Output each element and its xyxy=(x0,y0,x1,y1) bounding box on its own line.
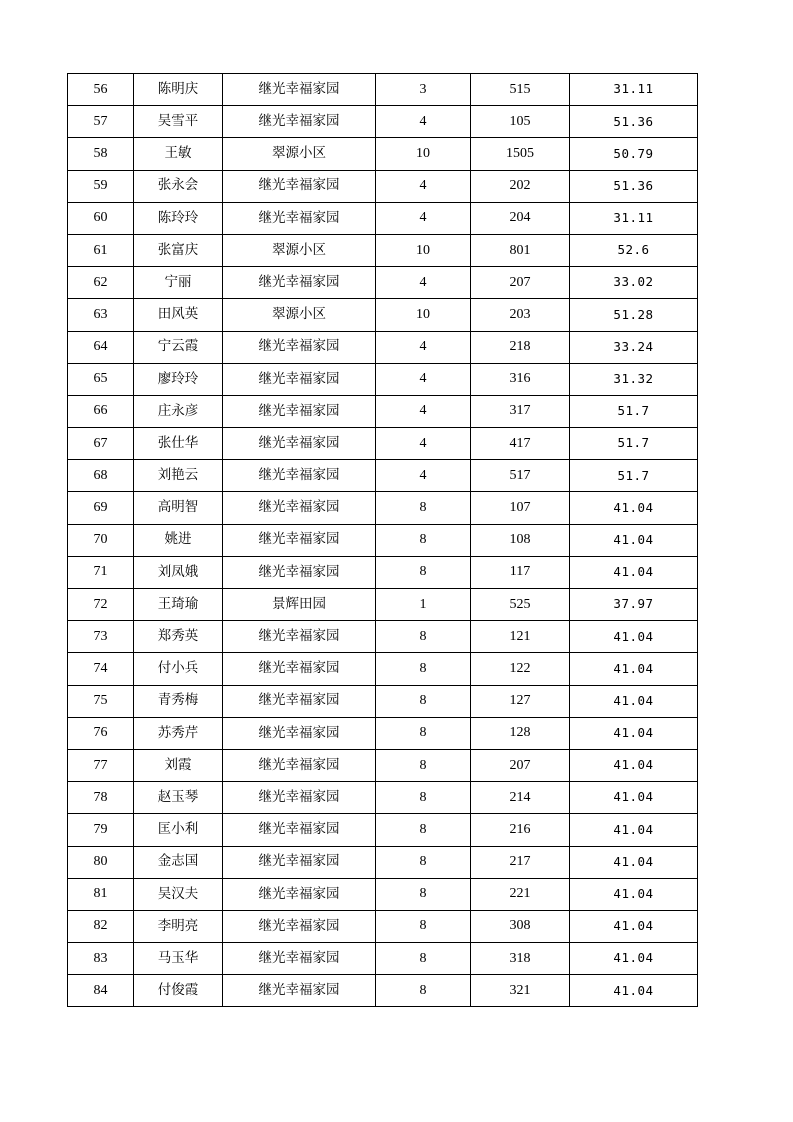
table-row xyxy=(68,589,698,621)
resident-name-cell: 马玉华 xyxy=(134,943,223,975)
community-name-cell: 翠源小区 xyxy=(223,299,376,331)
community-name-cell: 继光幸福家园 xyxy=(223,878,376,910)
floor-area-cell: 41.04 xyxy=(570,910,698,942)
document-page xyxy=(67,73,697,1007)
building-number-cell: 8 xyxy=(376,653,471,685)
community-name-cell: 继光幸福家园 xyxy=(223,621,376,653)
community-name-cell: 继光幸福家园 xyxy=(223,460,376,492)
resident-name-cell: 吴雪平 xyxy=(134,106,223,138)
building-number-cell: 4 xyxy=(376,395,471,427)
building-number-cell: 8 xyxy=(376,975,471,1007)
row-number-cell: 84 xyxy=(68,975,134,1007)
building-number-cell: 8 xyxy=(376,910,471,942)
resident-name-cell: 张永会 xyxy=(134,170,223,202)
community-name-cell: 继光幸福家园 xyxy=(223,943,376,975)
resident-name-cell: 刘艳云 xyxy=(134,460,223,492)
floor-area-cell: 51.7 xyxy=(570,395,698,427)
room-number-cell: 517 xyxy=(471,460,570,492)
table-row xyxy=(68,331,698,363)
room-number-cell: 318 xyxy=(471,943,570,975)
row-number-cell: 61 xyxy=(68,234,134,266)
resident-name-cell: 张仕华 xyxy=(134,428,223,460)
row-number-cell: 56 xyxy=(68,74,134,106)
community-name-cell: 继光幸福家园 xyxy=(223,106,376,138)
building-number-cell: 4 xyxy=(376,267,471,299)
resident-name-cell: 高明智 xyxy=(134,492,223,524)
room-number-cell: 214 xyxy=(471,782,570,814)
row-number-cell: 78 xyxy=(68,782,134,814)
table-body xyxy=(68,74,698,1007)
table-row xyxy=(68,267,698,299)
community-name-cell: 继光幸福家园 xyxy=(223,556,376,588)
row-number-cell: 76 xyxy=(68,717,134,749)
building-number-cell: 8 xyxy=(376,524,471,556)
row-number-cell: 62 xyxy=(68,267,134,299)
table-row xyxy=(68,138,698,170)
floor-area-cell: 51.36 xyxy=(570,170,698,202)
building-number-cell: 4 xyxy=(376,106,471,138)
room-number-cell: 122 xyxy=(471,653,570,685)
resident-name-cell: 刘霞 xyxy=(134,749,223,781)
community-name-cell: 景辉田园 xyxy=(223,589,376,621)
resident-name-cell: 陈明庆 xyxy=(134,74,223,106)
floor-area-cell: 51.28 xyxy=(570,299,698,331)
row-number-cell: 69 xyxy=(68,492,134,524)
floor-area-cell: 31.11 xyxy=(570,74,698,106)
building-number-cell: 4 xyxy=(376,331,471,363)
community-name-cell: 继光幸福家园 xyxy=(223,74,376,106)
building-number-cell: 8 xyxy=(376,492,471,524)
table-row xyxy=(68,234,698,266)
table-row xyxy=(68,299,698,331)
row-number-cell: 72 xyxy=(68,589,134,621)
resident-name-cell: 刘凤娥 xyxy=(134,556,223,588)
housing-allocation-table xyxy=(67,73,698,1007)
building-number-cell: 8 xyxy=(376,556,471,588)
floor-area-cell: 51.7 xyxy=(570,460,698,492)
room-number-cell: 321 xyxy=(471,975,570,1007)
community-name-cell: 继光幸福家园 xyxy=(223,749,376,781)
table-row xyxy=(68,428,698,460)
row-number-cell: 65 xyxy=(68,363,134,395)
building-number-cell: 8 xyxy=(376,621,471,653)
building-number-cell: 8 xyxy=(376,943,471,975)
room-number-cell: 1505 xyxy=(471,138,570,170)
row-number-cell: 73 xyxy=(68,621,134,653)
resident-name-cell: 宁丽 xyxy=(134,267,223,299)
table-row xyxy=(68,685,698,717)
row-number-cell: 60 xyxy=(68,202,134,234)
table-row xyxy=(68,556,698,588)
community-name-cell: 继光幸福家园 xyxy=(223,717,376,749)
row-number-cell: 67 xyxy=(68,428,134,460)
floor-area-cell: 41.04 xyxy=(570,749,698,781)
room-number-cell: 317 xyxy=(471,395,570,427)
resident-name-cell: 付小兵 xyxy=(134,653,223,685)
building-number-cell: 8 xyxy=(376,782,471,814)
table-row xyxy=(68,492,698,524)
room-number-cell: 218 xyxy=(471,331,570,363)
room-number-cell: 108 xyxy=(471,524,570,556)
table-row xyxy=(68,910,698,942)
resident-name-cell: 张富庆 xyxy=(134,234,223,266)
floor-area-cell: 31.11 xyxy=(570,202,698,234)
floor-area-cell: 41.04 xyxy=(570,556,698,588)
community-name-cell: 继光幸福家园 xyxy=(223,975,376,1007)
building-number-cell: 1 xyxy=(376,589,471,621)
building-number-cell: 10 xyxy=(376,234,471,266)
resident-name-cell: 王琦瑜 xyxy=(134,589,223,621)
community-name-cell: 继光幸福家园 xyxy=(223,685,376,717)
floor-area-cell: 41.04 xyxy=(570,975,698,1007)
room-number-cell: 525 xyxy=(471,589,570,621)
building-number-cell: 10 xyxy=(376,138,471,170)
table-row xyxy=(68,202,698,234)
building-number-cell: 8 xyxy=(376,685,471,717)
row-number-cell: 74 xyxy=(68,653,134,685)
community-name-cell: 继光幸福家园 xyxy=(223,170,376,202)
floor-area-cell: 41.04 xyxy=(570,685,698,717)
room-number-cell: 417 xyxy=(471,428,570,460)
table-row xyxy=(68,749,698,781)
building-number-cell: 10 xyxy=(376,299,471,331)
building-number-cell: 4 xyxy=(376,202,471,234)
building-number-cell: 8 xyxy=(376,717,471,749)
building-number-cell: 4 xyxy=(376,428,471,460)
table-row xyxy=(68,814,698,846)
resident-name-cell: 李明亮 xyxy=(134,910,223,942)
table-row xyxy=(68,782,698,814)
resident-name-cell: 宁云霞 xyxy=(134,331,223,363)
row-number-cell: 57 xyxy=(68,106,134,138)
building-number-cell: 8 xyxy=(376,814,471,846)
table-row xyxy=(68,363,698,395)
resident-name-cell: 吴汉夫 xyxy=(134,878,223,910)
community-name-cell: 继光幸福家园 xyxy=(223,267,376,299)
table-row xyxy=(68,621,698,653)
room-number-cell: 515 xyxy=(471,74,570,106)
resident-name-cell: 陈玲玲 xyxy=(134,202,223,234)
floor-area-cell: 50.79 xyxy=(570,138,698,170)
room-number-cell: 217 xyxy=(471,846,570,878)
room-number-cell: 216 xyxy=(471,814,570,846)
table-row xyxy=(68,878,698,910)
community-name-cell: 继光幸福家园 xyxy=(223,492,376,524)
building-number-cell: 4 xyxy=(376,363,471,395)
resident-name-cell: 苏秀芹 xyxy=(134,717,223,749)
community-name-cell: 继光幸福家园 xyxy=(223,653,376,685)
community-name-cell: 继光幸福家园 xyxy=(223,331,376,363)
floor-area-cell: 33.02 xyxy=(570,267,698,299)
floor-area-cell: 51.36 xyxy=(570,106,698,138)
room-number-cell: 316 xyxy=(471,363,570,395)
room-number-cell: 203 xyxy=(471,299,570,331)
community-name-cell: 翠源小区 xyxy=(223,138,376,170)
community-name-cell: 继光幸福家园 xyxy=(223,782,376,814)
table-row xyxy=(68,74,698,106)
floor-area-cell: 33.24 xyxy=(570,331,698,363)
resident-name-cell: 付俊霞 xyxy=(134,975,223,1007)
room-number-cell: 117 xyxy=(471,556,570,588)
community-name-cell: 继光幸福家园 xyxy=(223,524,376,556)
community-name-cell: 继光幸福家园 xyxy=(223,363,376,395)
room-number-cell: 105 xyxy=(471,106,570,138)
building-number-cell: 3 xyxy=(376,74,471,106)
building-number-cell: 8 xyxy=(376,749,471,781)
floor-area-cell: 41.04 xyxy=(570,653,698,685)
floor-area-cell: 41.04 xyxy=(570,621,698,653)
row-number-cell: 83 xyxy=(68,943,134,975)
row-number-cell: 63 xyxy=(68,299,134,331)
floor-area-cell: 41.04 xyxy=(570,492,698,524)
row-number-cell: 64 xyxy=(68,331,134,363)
resident-name-cell: 廖玲玲 xyxy=(134,363,223,395)
room-number-cell: 207 xyxy=(471,749,570,781)
community-name-cell: 继光幸福家园 xyxy=(223,910,376,942)
building-number-cell: 8 xyxy=(376,878,471,910)
row-number-cell: 82 xyxy=(68,910,134,942)
resident-name-cell: 郑秀英 xyxy=(134,621,223,653)
floor-area-cell: 41.04 xyxy=(570,814,698,846)
community-name-cell: 继光幸福家园 xyxy=(223,814,376,846)
room-number-cell: 202 xyxy=(471,170,570,202)
community-name-cell: 继光幸福家园 xyxy=(223,202,376,234)
floor-area-cell: 51.7 xyxy=(570,428,698,460)
table-row xyxy=(68,460,698,492)
community-name-cell: 翠源小区 xyxy=(223,234,376,266)
row-number-cell: 77 xyxy=(68,749,134,781)
table-row xyxy=(68,943,698,975)
row-number-cell: 59 xyxy=(68,170,134,202)
building-number-cell: 4 xyxy=(376,170,471,202)
community-name-cell: 继光幸福家园 xyxy=(223,428,376,460)
building-number-cell: 8 xyxy=(376,846,471,878)
building-number-cell: 4 xyxy=(376,460,471,492)
row-number-cell: 81 xyxy=(68,878,134,910)
floor-area-cell: 41.04 xyxy=(570,878,698,910)
room-number-cell: 127 xyxy=(471,685,570,717)
table-row xyxy=(68,653,698,685)
room-number-cell: 121 xyxy=(471,621,570,653)
room-number-cell: 221 xyxy=(471,878,570,910)
room-number-cell: 204 xyxy=(471,202,570,234)
room-number-cell: 107 xyxy=(471,492,570,524)
floor-area-cell: 52.6 xyxy=(570,234,698,266)
floor-area-cell: 41.04 xyxy=(570,782,698,814)
row-number-cell: 66 xyxy=(68,395,134,427)
resident-name-cell: 庄永彦 xyxy=(134,395,223,427)
resident-name-cell: 青秀梅 xyxy=(134,685,223,717)
row-number-cell: 75 xyxy=(68,685,134,717)
floor-area-cell: 41.04 xyxy=(570,717,698,749)
table-row xyxy=(68,170,698,202)
room-number-cell: 801 xyxy=(471,234,570,266)
room-number-cell: 308 xyxy=(471,910,570,942)
table-row xyxy=(68,975,698,1007)
community-name-cell: 继光幸福家园 xyxy=(223,846,376,878)
resident-name-cell: 田风英 xyxy=(134,299,223,331)
community-name-cell: 继光幸福家园 xyxy=(223,395,376,427)
table-row xyxy=(68,846,698,878)
row-number-cell: 70 xyxy=(68,524,134,556)
floor-area-cell: 31.32 xyxy=(570,363,698,395)
resident-name-cell: 匡小利 xyxy=(134,814,223,846)
table-row xyxy=(68,524,698,556)
table-row xyxy=(68,106,698,138)
resident-name-cell: 赵玉琴 xyxy=(134,782,223,814)
floor-area-cell: 41.04 xyxy=(570,846,698,878)
resident-name-cell: 王敏 xyxy=(134,138,223,170)
row-number-cell: 58 xyxy=(68,138,134,170)
table-row xyxy=(68,717,698,749)
row-number-cell: 79 xyxy=(68,814,134,846)
resident-name-cell: 姚进 xyxy=(134,524,223,556)
row-number-cell: 80 xyxy=(68,846,134,878)
floor-area-cell: 37.97 xyxy=(570,589,698,621)
room-number-cell: 207 xyxy=(471,267,570,299)
row-number-cell: 68 xyxy=(68,460,134,492)
row-number-cell: 71 xyxy=(68,556,134,588)
floor-area-cell: 41.04 xyxy=(570,524,698,556)
resident-name-cell: 金志国 xyxy=(134,846,223,878)
floor-area-cell: 41.04 xyxy=(570,943,698,975)
room-number-cell: 128 xyxy=(471,717,570,749)
table-row xyxy=(68,395,698,427)
